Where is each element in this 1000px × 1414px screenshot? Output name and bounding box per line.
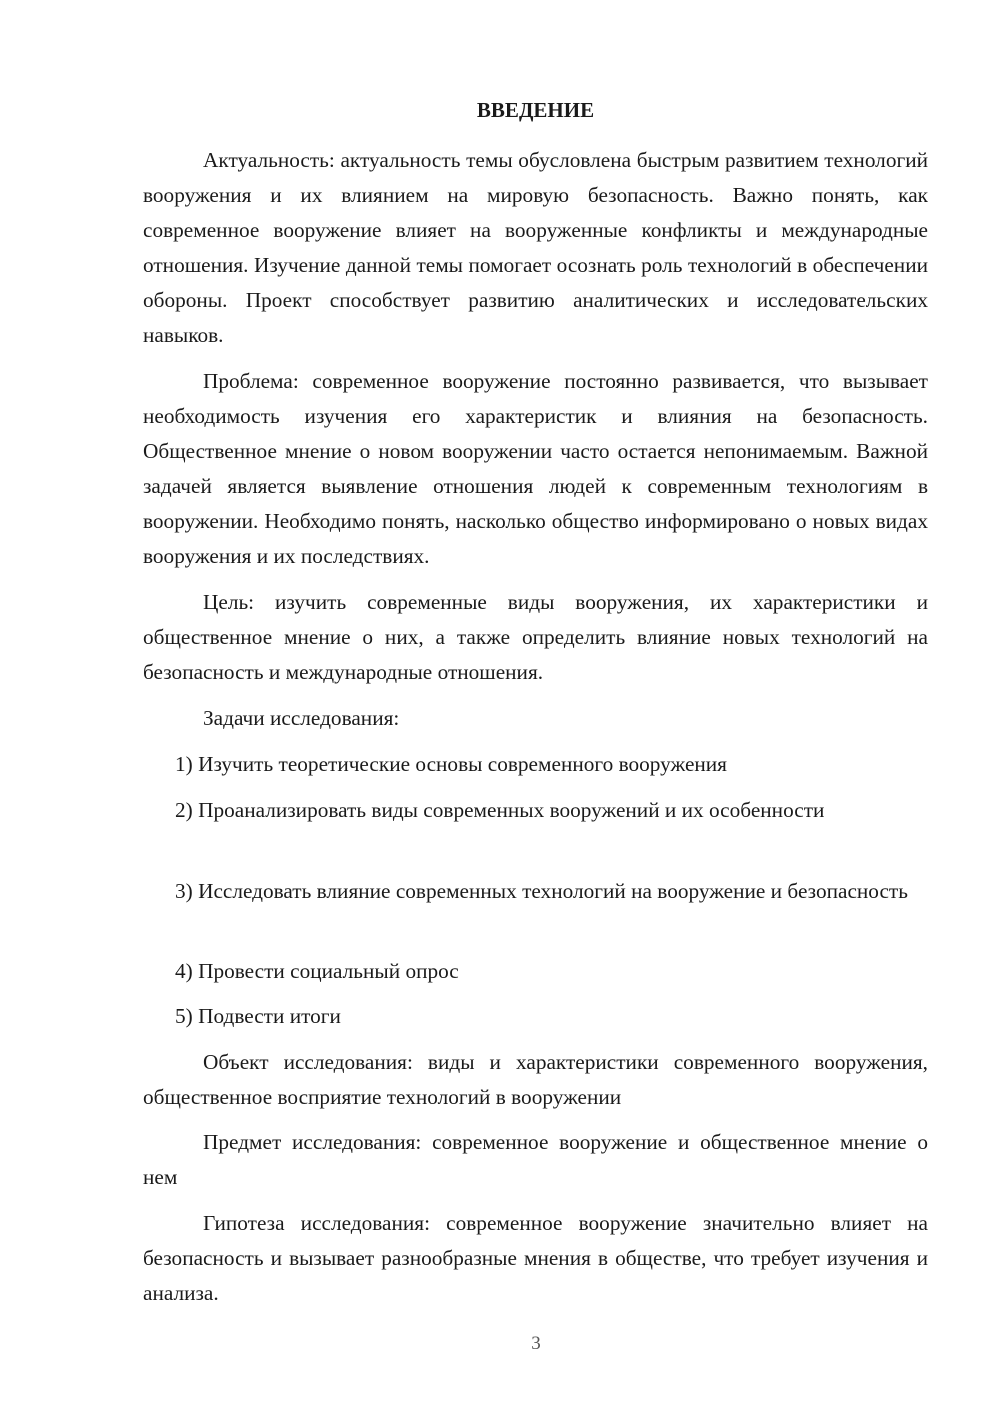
paragraph-hypothesis: Гипотеза исследования: современное вооружение значительно влияет на безопасность и вызывает разнообразные мнения в обществе, что требует изучения и анализа. <box>143 1211 928 1305</box>
paragraph-tasks-heading: Задачи исследования: <box>203 706 400 730</box>
paragraph-relevance: Актуальность: актуальность темы обусловлена быстрым развитием технологий вооружения и их влиянием на мировую безопасность. Важно понять, как современное вооружение влияет на вооруженные конфликты и международные отношения. Изучение данной темы помогает осознать роль технологий в обеспечении обороны. Проект способствует развитию аналитических и исследовательских навыков. <box>143 148 928 347</box>
task-item-4: 4) Провести социальный опрос <box>175 959 459 983</box>
page-number: 3 <box>531 1333 541 1354</box>
task-item-2: 2) Проанализировать виды современных вооружений и их особенности <box>175 798 825 822</box>
paragraph-problem: Проблема: современное вооружение постоянно развивается, что вызывает необходимость изучения его характеристик и влияния на безопасность. Общественное мнение о новом вооружении часто остается непонимаемым. Важной задачей является выявление отношения людей к современным технологиям в вооружении. Необходимо понять, насколько общество информировано о новых видах вооружения и их последствиях. <box>143 369 928 568</box>
paragraph-subject: Предмет исследования: современное вооружение и общественное мнение о нем <box>143 1130 928 1189</box>
task-item-1: 1) Изучить теоретические основы современного вооружения <box>175 752 727 776</box>
page-title: ВВЕДЕНИЕ <box>476 98 595 122</box>
paragraph-object: Объект исследования: виды и характеристики современного вооружения, общественное восприятие технологий в вооружении <box>143 1050 928 1109</box>
task-item-5: 5) Подвести итоги <box>175 1004 341 1028</box>
task-item-3: 3) Исследовать влияние современных технологий на вооружение и безопасность <box>175 879 908 903</box>
paragraph-goal: Цель: изучить современные виды вооружения, их характеристики и общественное мнение о них, а также определить влияние новых технологий на безопасность и международные отношения. <box>143 590 928 684</box>
